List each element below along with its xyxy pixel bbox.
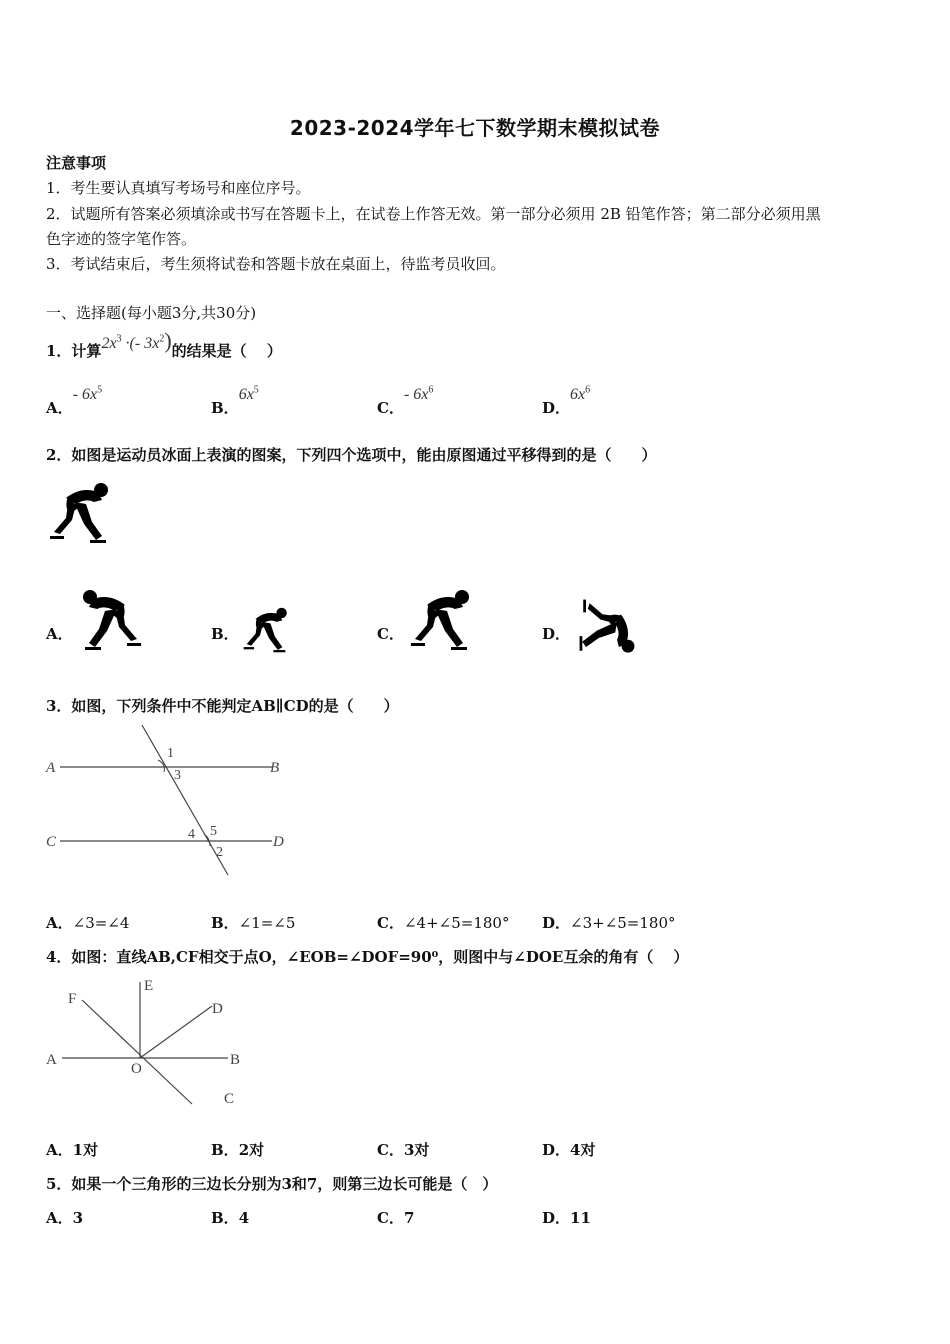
q3-option-a[interactable]: A．∠3=∠4 [46,914,130,932]
q5-option-c[interactable]: C．7 [377,1209,415,1227]
q1-expression: $2x^3$ ·(- $3x^2$) [101,328,172,353]
q2-option-d-figure[interactable] [570,595,644,659]
q3-parallel-lines-figure [40,722,300,882]
q2-option-d-label[interactable]: D． [542,625,571,643]
notice-item: 3．考试结束后，考生须将试卷和答题卡放在桌面上，待监考员收回。 [46,255,506,273]
q3-label-c: C [46,834,57,850]
q3-angle-2: 2 [216,845,223,860]
q4-intersecting-lines-figure [40,972,260,1112]
q1-option-b[interactable]: B．$6x^5$ [211,385,259,417]
q5-option-b[interactable]: B．4 [211,1209,250,1227]
section-heading: 一、选择题(每小题3分,共30分) [46,304,257,322]
q2-option-a-label[interactable]: A． [46,625,73,643]
q3-label-a: A [46,760,56,776]
q3-label-b: B [270,760,280,776]
q3-angle-3: 3 [174,768,181,783]
q3-label-d: D [273,834,284,850]
question-5: 5．如果一个三角形的三边长分别为3和7，则第三边长可能是（ ） [46,1175,498,1193]
q3-option-c[interactable]: C．∠4+∠5=180° [377,914,510,932]
notice-heading: 注意事项 [46,154,107,172]
q2-option-b-label[interactable]: B． [211,625,239,643]
q4-label-o: O [131,1061,142,1077]
q1-option-d[interactable]: D．$6x^6$ [542,385,591,417]
q2-option-b-figure[interactable] [240,604,292,656]
question-1 [46,328,282,361]
notice-item: 色字迹的签字笔作答。 [46,230,197,248]
page-title: 2023-2024学年七下数学期末模拟试卷 [289,116,661,140]
q3-angle-5: 5 [210,824,217,839]
q2-option-c-label[interactable]: C． [377,625,404,643]
q4-option-c[interactable]: C．3对 [377,1141,430,1159]
q1-option-c[interactable]: C．- $6x^6$ [377,385,434,417]
q5-option-a[interactable]: A．3 [46,1209,84,1227]
q4-label-f: F [68,991,77,1007]
q4-label-b: B [230,1052,241,1068]
skater-original-figure [46,478,114,548]
question-4: 4．如图：直线AB,CF相交于点O，∠EOB=∠DOF=90⁰，则图中与∠DOE互余的角有（ ） [46,948,689,966]
q1-option-a[interactable]: A．- $6x^5$ [46,385,103,417]
q1-suffix: 的结果是（ ） [171,342,282,360]
q2-option-c-figure[interactable] [406,585,476,655]
q5-option-d[interactable]: D．11 [542,1209,591,1227]
q3-option-b[interactable]: B．∠1=∠5 [211,914,296,932]
q1-prefix: 1．计算 [46,342,102,360]
q4-option-d[interactable]: D．4对 [542,1141,596,1159]
question-3: 3．如图，下列条件中不能判定AB∥CD的是（ ） [46,697,399,715]
q3-angle-4: 4 [188,827,195,842]
q3-option-d[interactable]: D．∠3+∠5=180° [542,914,676,932]
q4-label-a: A [46,1052,57,1068]
q3-angle-1: 1 [167,746,174,761]
q4-option-b[interactable]: B．2对 [211,1141,265,1159]
notice-item: 2．试题所有答案必须填涂或书写在答题卡上，在试卷上作答无效。第一部分必须用 2B 铅笔作答；第二部分必须用黑 [46,205,821,223]
q4-label-d: D [212,1001,223,1017]
notice-item: 1．考生要认真填写考场号和座位序号。 [46,179,311,197]
question-2: 2．如图是运动员冰面上表演的图案，下列四个选项中，能由原图通过平移得到的是（ ） [46,446,657,464]
q4-option-a[interactable]: A．1对 [46,1141,99,1159]
q4-label-c: C [224,1091,235,1107]
q2-option-a-figure[interactable] [76,585,146,655]
q4-label-e: E [144,978,154,994]
